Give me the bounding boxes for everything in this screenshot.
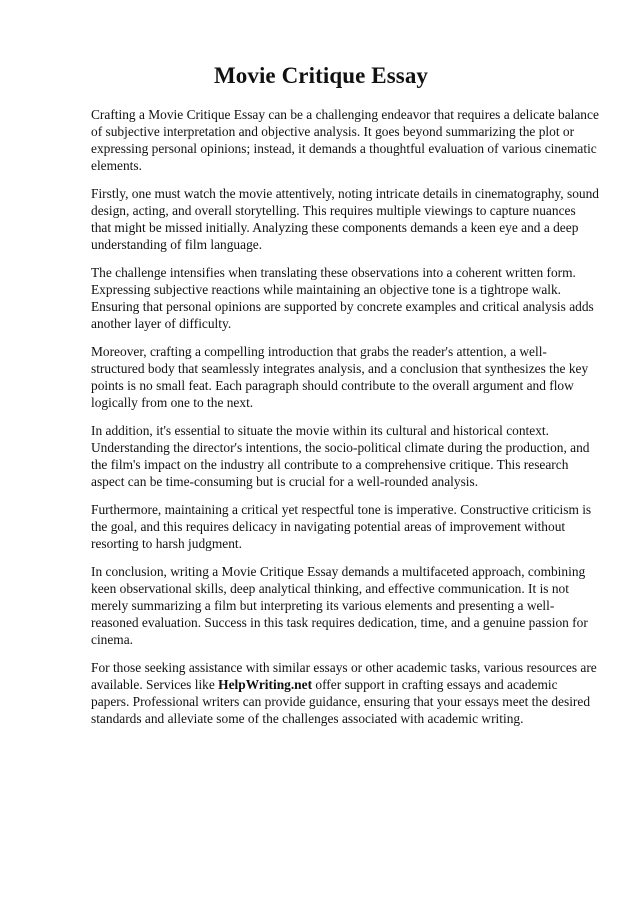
brand-name: HelpWriting.net <box>218 677 313 692</box>
paragraph-firstly: Firstly, one must watch the movie attentively, noting intricate details in cinematography, sound design, acting, and overall storytelling. This requires multiple viewings to capture nuances that might be missed initially. Analyzing these components demands a keen eye and a deep understanding of film language. <box>91 186 599 252</box>
paragraph-challenge: The challenge intensifies when translating these observations into a coherent written form. Expressing subjective reactions while maintaining an objective tone is a tightrope walk. Ensuring that personal opinions are supported by concrete examples and critical analysis adds another layer of difficulty. <box>91 265 594 331</box>
closing-text-before: For those seeking assistance with similar essays or other academic tasks, various resources are available. Services like <box>91 660 597 692</box>
paragraph-moreover: Moreover, crafting a compelling introduction that grabs the reader's attention, a well-structured body that seamlessly integrates analysis, and a conclusion that synthesizes the key points is no small feat. Each paragraph should contribute to the overall argument and flow logically from one to the next. <box>91 344 589 410</box>
closing-text-after: offer support in crafting essays and academic papers. Professional writers can provide guidance, ensuring that your essays meet the desired standards and alleviate some of the challenges associated with academic writing. <box>91 677 591 726</box>
document-title: Movie Critique Essay <box>213 63 429 88</box>
paragraph-context: In addition, it's essential to situate the movie within its cultural and historical context. Understanding the director's intentions, the socio-political climate during the production, and the film's impact on the industry all contribute to a comprehensive critique. This research aspect can be time-consuming but is crucial for a well-rounded analysis. <box>91 423 590 489</box>
paragraph-closing <box>91 659 599 727</box>
paragraph-conclusion: In conclusion, writing a Movie Critique Essay demands a multifaceted approach, combining keen observational skills, deep analytical thinking, and effective communication. It is not merely summarizing a film but interpreting its various elements and presenting a well-reasoned evaluation. Success in this task requires dedication, time, and a genuine passion for cinema. <box>91 564 588 647</box>
paragraph-intro: Crafting a Movie Critique Essay can be a challenging endeavor that requires a delicate balance of subjective interpretation and objective analysis. It goes beyond summarizing the plot or expressing personal opinions; instead, it demands a thoughtful evaluation of various cinematic elements. <box>91 107 599 173</box>
paragraph-tone: Furthermore, maintaining a critical yet respectful tone is imperative. Constructive criticism is the goal, and this requires delicacy in navigating potential areas of improvement without resorting to harsh judgment. <box>91 502 592 551</box>
